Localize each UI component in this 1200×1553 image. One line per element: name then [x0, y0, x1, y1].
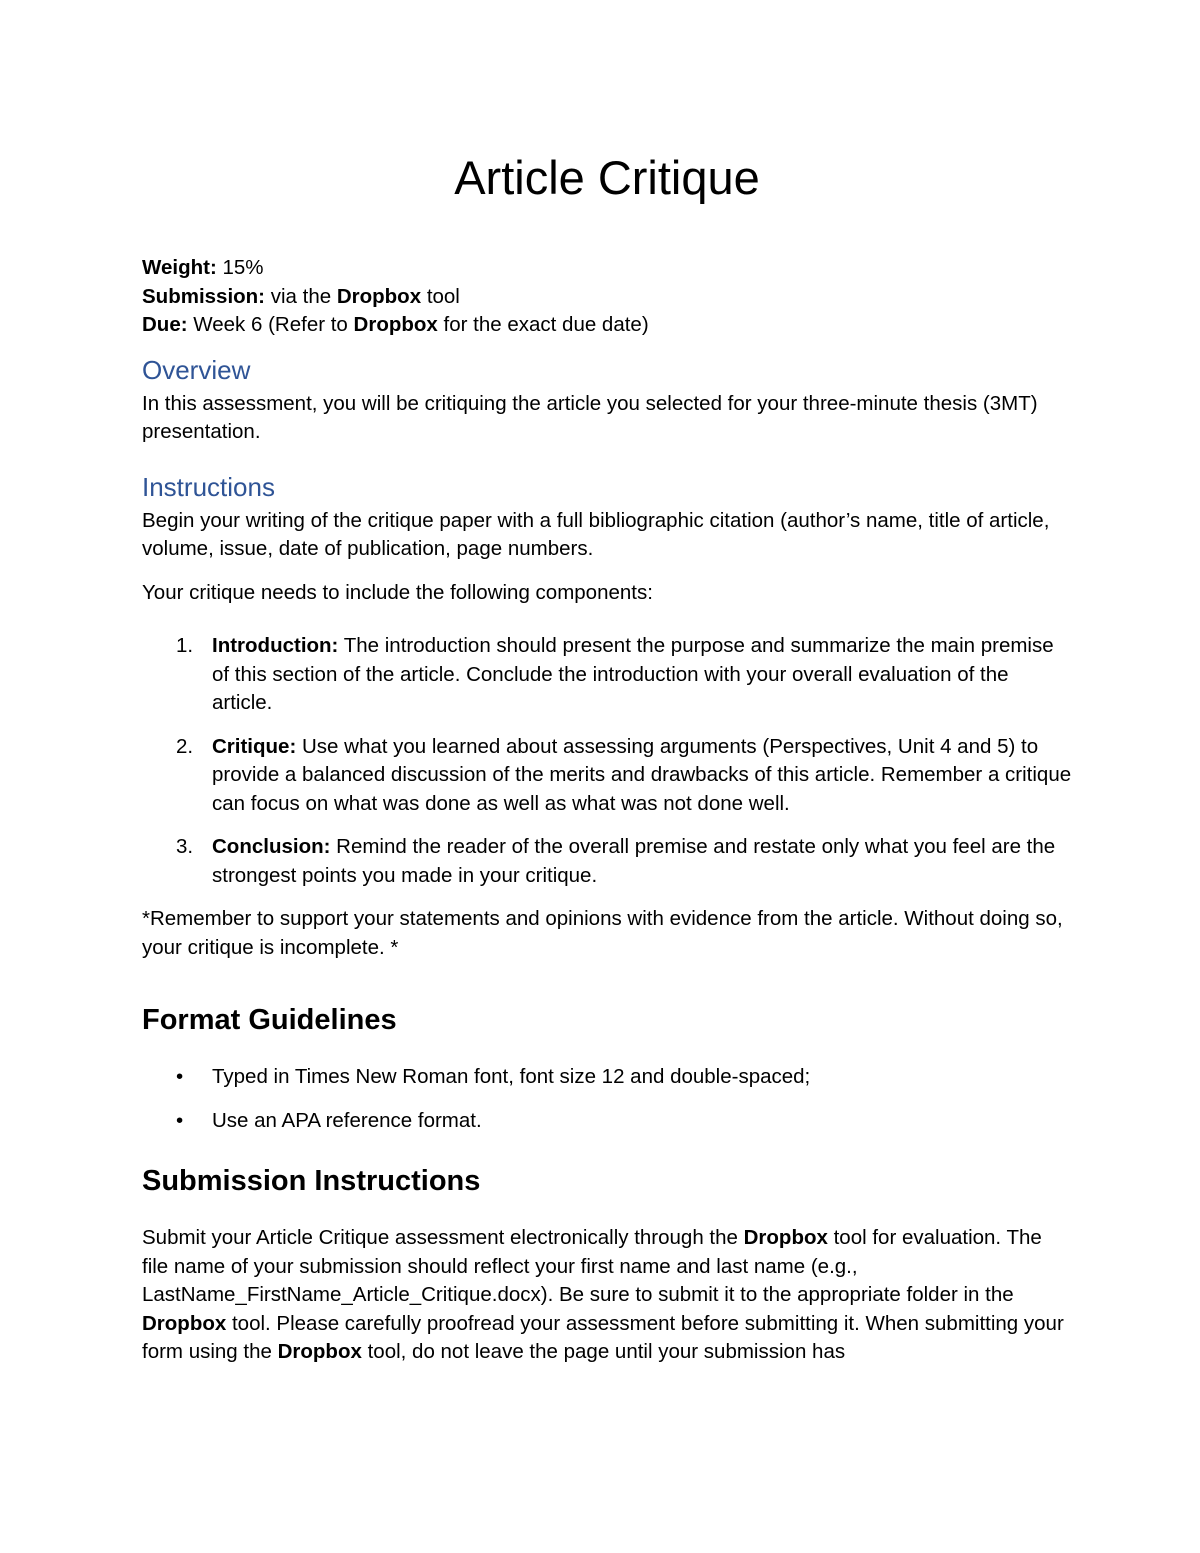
list-item: [142, 733, 1072, 819]
submission-line: [142, 283, 1072, 312]
guideline-text: Use an APA reference format.: [212, 1108, 482, 1132]
overview-text: In this assessment, you will be critiquing the article you selected for your three-minute thesis (3MT) presentation.: [142, 391, 1038, 443]
component-text: The introduction should present the purpose and summarize the main premise of this section of the article. Conclude the introduction with your overall evaluation of the article.: [212, 634, 1054, 714]
component-text: Remind the reader of the overall premise and restate only what you feel are the strongest points you made in your critique.: [212, 835, 1056, 887]
bullet-icon: •: [176, 1065, 184, 1088]
weight-line: [142, 254, 1072, 283]
weight-label: Weight:: [142, 256, 217, 279]
weight-value: 15%: [222, 256, 264, 279]
list-number: 2.: [176, 734, 194, 758]
list-item: [142, 1063, 1072, 1092]
submission-heading: Submission Instructions: [142, 1165, 481, 1197]
component-label: Introduction:: [212, 634, 339, 657]
submission-text-3: tool. Please carefully proofread your assessment before submitting it. When submitting your form using the: [142, 1311, 1064, 1363]
document-title: Article Critique: [454, 151, 760, 204]
submission-pre: via the: [270, 284, 332, 308]
instructions-components-intro: Your critique needs to include the following components:: [142, 580, 653, 604]
submission-paragraph: [142, 1224, 1072, 1367]
component-label: Conclusion:: [212, 835, 331, 858]
submission-text-2: tool for evaluation. The file name of your submission should reflect your first name and last name (e.g., LastName_FirstName_Article_Critique.docx). Be sure to submit it to the appropriate folder in the: [142, 1226, 1042, 1306]
due-dropbox: Dropbox: [353, 313, 438, 336]
list-number: 1.: [176, 634, 194, 657]
submission-post: tool: [426, 284, 460, 308]
assessment-meta: [142, 254, 1072, 340]
overview-heading: Overview: [142, 354, 251, 385]
document-content: [142, 150, 1072, 1367]
list-item: [142, 1107, 1072, 1136]
submission-text-4: tool, do not leave the page until your submission has: [367, 1340, 846, 1363]
due-line: [142, 311, 1072, 340]
instructions-heading: Instructions: [142, 471, 275, 502]
components-list: [142, 632, 1072, 890]
due-label: Due:: [142, 313, 188, 336]
format-list: [142, 1063, 1072, 1135]
guideline-text: Typed in Times New Roman font, font size 12 and double-spaced;: [212, 1065, 811, 1088]
submission-dropbox-3: Dropbox: [277, 1340, 362, 1363]
list-number: 3.: [176, 835, 194, 858]
instructions-citation-paragraph: Begin your writing of the critique paper with a full bibliographic citation (author’s name, title of article, volume, issue, date of publication, page numbers.: [142, 508, 1050, 560]
component-text: Use what you learned about assessing arguments (Perspectives, Unit 4 and 5) to provide a balanced discussion of the merits and drawbacks of this article. Remember a critique can focus on what was done as well as what was not done well.: [212, 734, 1072, 815]
due-post: for the exact due date): [443, 313, 649, 336]
submission-dropbox-1: Dropbox: [743, 1226, 828, 1249]
list-item: [142, 632, 1072, 718]
submission-dropbox: Dropbox: [336, 284, 422, 308]
due-pre: Week 6 (Refer to: [193, 313, 348, 336]
submission-label: Submission:: [142, 284, 266, 308]
submission-dropbox-2: Dropbox: [142, 1311, 227, 1335]
evidence-note: *Remember to support your statements and opinions with evidence from the article. Without doing so, your critique is incomplete. *: [142, 907, 1063, 959]
list-item: [142, 833, 1072, 890]
bullet-icon: •: [176, 1108, 184, 1132]
submission-text-1: Submit your Article Critique assessment electronically through the: [142, 1226, 738, 1249]
component-label: Critique:: [212, 734, 297, 758]
format-heading: Format Guidelines: [142, 1004, 397, 1036]
